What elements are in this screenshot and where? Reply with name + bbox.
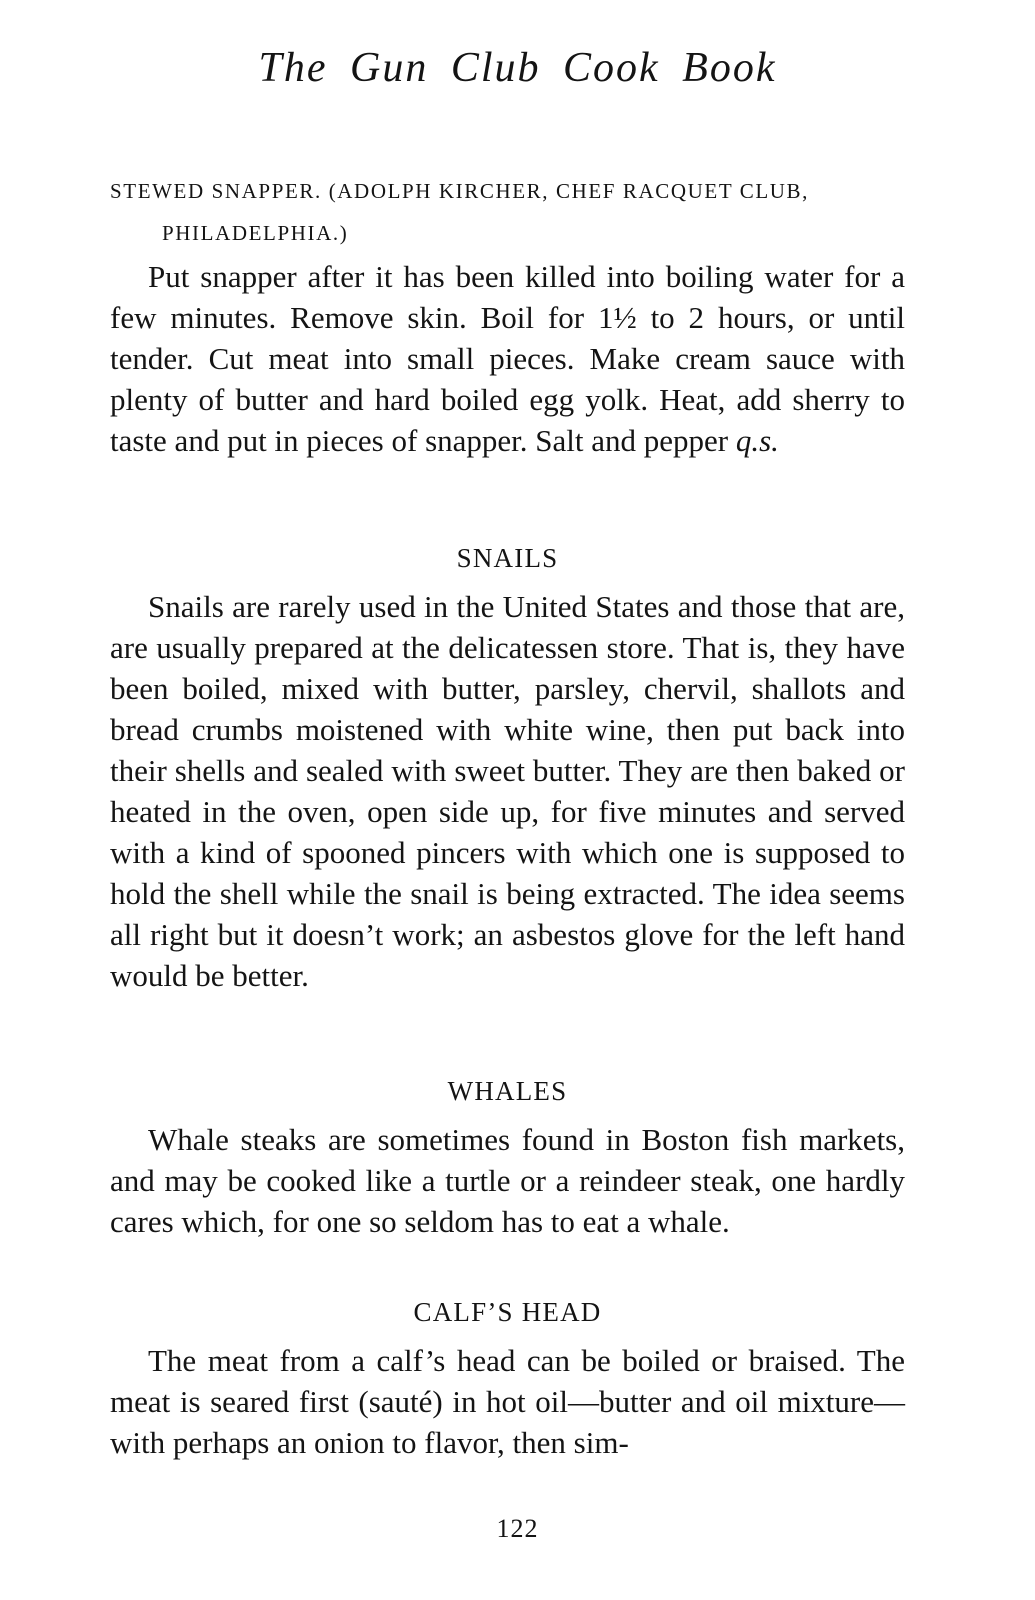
snails-heading: SNAILS [456,543,559,573]
stewed-snapper-text [110,256,905,461]
stewed-snapper-section [110,170,905,461]
page-number: 122 [496,1514,539,1543]
stewed-snapper-heading: STEWED SNAPPER. (ADOLPH KIRCHER, CHEF RACQUET CLUB, PHILADELPHIA.) [110,179,810,245]
whales-text: Whale steaks are sometimes found in Boston fish markets, and may be cooked like a turtle or a reindeer steak, one hardly cares which, for one so seldom has to eat a whale. [110,1122,905,1239]
stewed-snapper-body: Put snapper after it has been killed into boiling water for a few minutes. Remove skin. Boil for 1½ to 2 hours, or until tender. Cut meat into small pieces. Make cream sauce with plenty of butter and hard boiled egg yolk. Heat, add sherry to taste and put in pieces of snapper. Salt and pepper [110,259,905,458]
snails-section [110,538,905,996]
whales-section [110,1071,905,1242]
running-head: The Gun Club Cook Book [258,45,777,91]
calfs-head-text: The meat from a calf’s head can be boiled or braised. The meat is seared first (sauté) in hot oil––butter and oil mixture—with perhaps an onion to flavor, then sim- [110,1343,905,1460]
stewed-snapper-qs: q.s. [735,423,779,458]
snails-text: Snails are rarely used in the United States and those that are, are usually prepared at the delicatessen store. That is, they have been boiled, mixed with butter, parsley, chervil, shallots and bread crumbs moistened with white wine, then put back into their shells and sealed with sweet butter. They are then baked or heated in the oven, open side up, for five minutes and served with a kind of spooned pincers with which one is supposed to hold the shell while the snail is being extracted. The idea seems all right but it doesn’t work; an asbestos glove for the left hand would be better. [110,589,905,993]
calfs-head-heading: CALF’S HEAD [413,1297,602,1327]
whales-heading: WHALES [447,1076,568,1106]
calfs-head-section [110,1292,905,1463]
